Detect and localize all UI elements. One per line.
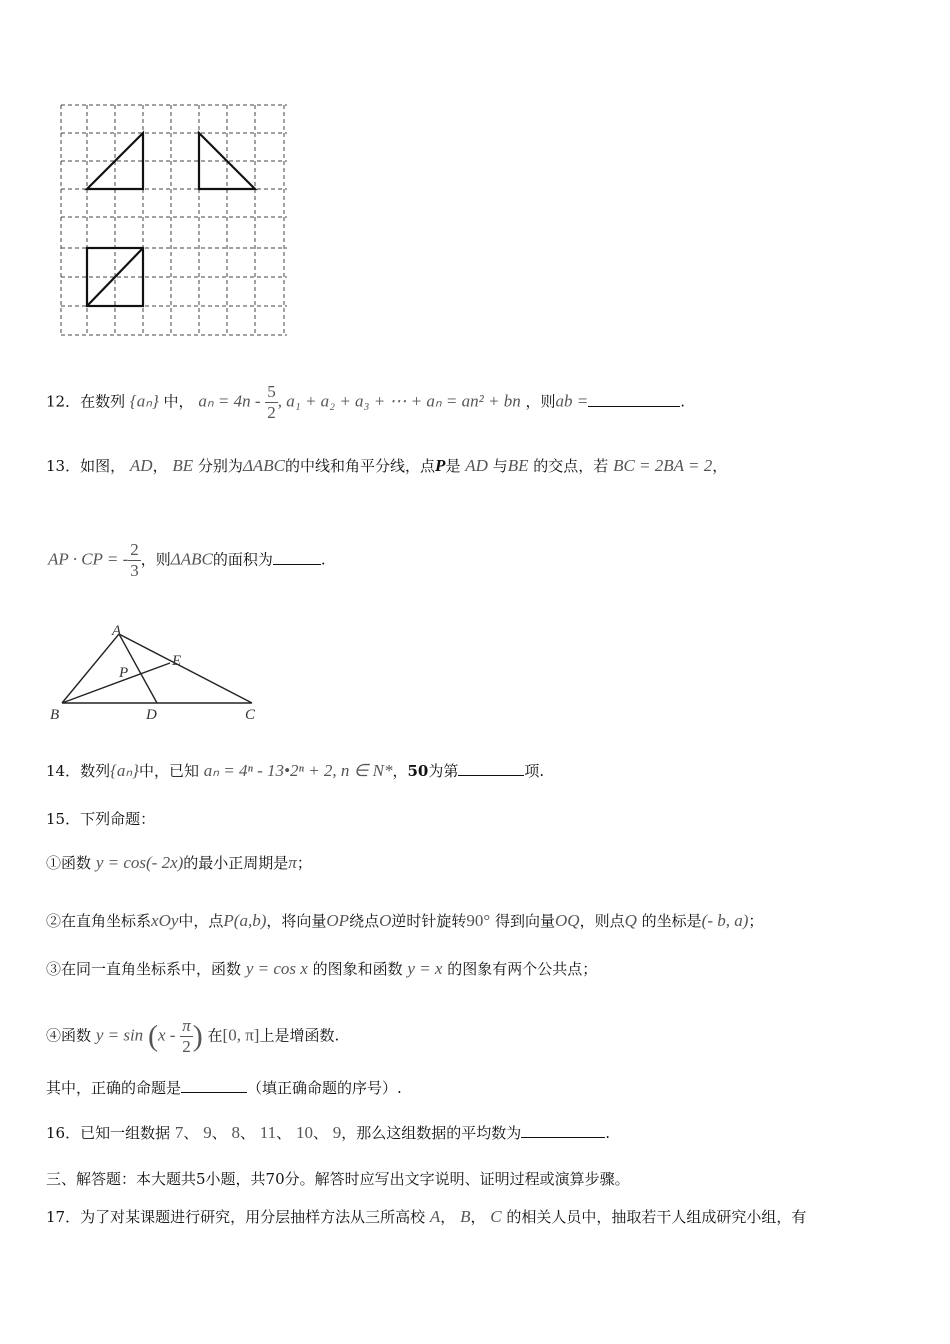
question-13-line1: 13．如图， AD， BE 分别为ΔABC的中线和角平分线，点P是 AD 与BE 的交点，若 BC = 2BA = 2， xyxy=(46,456,728,475)
q14-answer-blank[interactable] xyxy=(458,761,524,776)
q15-answer-blank[interactable] xyxy=(181,1078,247,1093)
q14-number: 14． xyxy=(46,762,81,780)
q13-number: 13． xyxy=(46,457,81,475)
grid-figure xyxy=(58,102,290,338)
section-3-heading: 三、解答题：本大题共5小题，共70分。解答时应写出文字说明、证明过程或演算步骤。 xyxy=(46,1170,630,1188)
q15-item-1: ①函数 y = cos(- 2x)的最小正周期是π； xyxy=(46,853,312,872)
q13-answer-blank[interactable] xyxy=(273,550,321,565)
q14-formula: aₙ = 4ⁿ - 13•2ⁿ + 2, n ∈ N* xyxy=(203,761,393,780)
q12-sequence: {aₙ} xyxy=(129,391,159,411)
q16-number: 16． xyxy=(46,1124,81,1142)
q15-fraction: $\frac{\pi}{2}$ xyxy=(182,1016,191,1056)
q15-item-4: ④函数 y = sin (x - $\frac{\pi}{2}$ ) 在[0, π]上是增函数. xyxy=(46,1016,340,1056)
question-17: 17．为了对某课题进行研究，用分层抽样方法从三所高校 A， B， C 的相关人员中，抽取若干人组成研究小组，有 xyxy=(46,1207,807,1226)
label-a: A xyxy=(112,623,122,639)
question-13-line2: AP · CP = - $\frac{2}{3}$ ，则ΔABC的面积为 . xyxy=(48,540,326,580)
q12-fraction: $\frac{5}{2}$ xyxy=(267,382,276,422)
label-b: B xyxy=(50,707,60,723)
question-16: 16．已知一组数据 7、 9、 8、 11、 10、 9，那么这组数据的平均数为 . xyxy=(46,1123,611,1142)
q13-condition: BC = 2BA = 2 xyxy=(613,456,713,475)
q15-tail: 其中，正确的命题是 （填正确命题的序号）. xyxy=(46,1079,402,1097)
question-15-title: 15．下列命题： xyxy=(46,810,156,828)
q15-item-3: ③在同一直角坐标系中，函数 y = cos x 的图象和函数 y = x 的图象有两个公共点； xyxy=(46,959,598,978)
q12-number: 12． xyxy=(46,392,81,411)
side-ac xyxy=(119,634,252,703)
q15-number: 15． xyxy=(46,810,81,828)
label-e: E xyxy=(172,653,182,669)
question-14: 14．数列{aₙ}中，已知 aₙ = 4ⁿ - 13•2ⁿ + 2, n ∈ N*，50为第 项. xyxy=(46,761,545,780)
q12-formula-b: , a₁ + a₂ + a₃ + ⋯ + aₙ = an² + bn xyxy=(277,391,521,411)
q12-formula-a: aₙ = 4n - xyxy=(198,391,261,411)
q12-answer-blank[interactable] xyxy=(588,392,680,407)
q15-item-2: ②在直角坐标系xOy中，点P(a,b)，将向量OP绕点O逆时针旋转90° 得到向量OQ，则点Q 的坐标是(- b, a)； xyxy=(46,911,764,930)
triangle-figure xyxy=(44,618,274,726)
q17-number: 17． xyxy=(46,1208,81,1226)
question-12: 12．在数列 {aₙ} 中， aₙ = 4n - $\frac{5}{2}$ , a₁ + a₂ + a₃ + ⋯ + aₙ = an² + bn ，则ab = . xyxy=(46,382,686,422)
q13-fraction: $\frac{2}{3}$ xyxy=(130,540,139,580)
q13-dot-product: AP · CP = - xyxy=(48,549,129,569)
label-d: D xyxy=(146,707,157,723)
label-p: P xyxy=(119,665,129,681)
q12-ab: ab = xyxy=(555,391,589,411)
dashed-grid xyxy=(61,105,287,335)
q16-answer-blank[interactable] xyxy=(521,1123,605,1138)
label-c: C xyxy=(245,707,256,723)
